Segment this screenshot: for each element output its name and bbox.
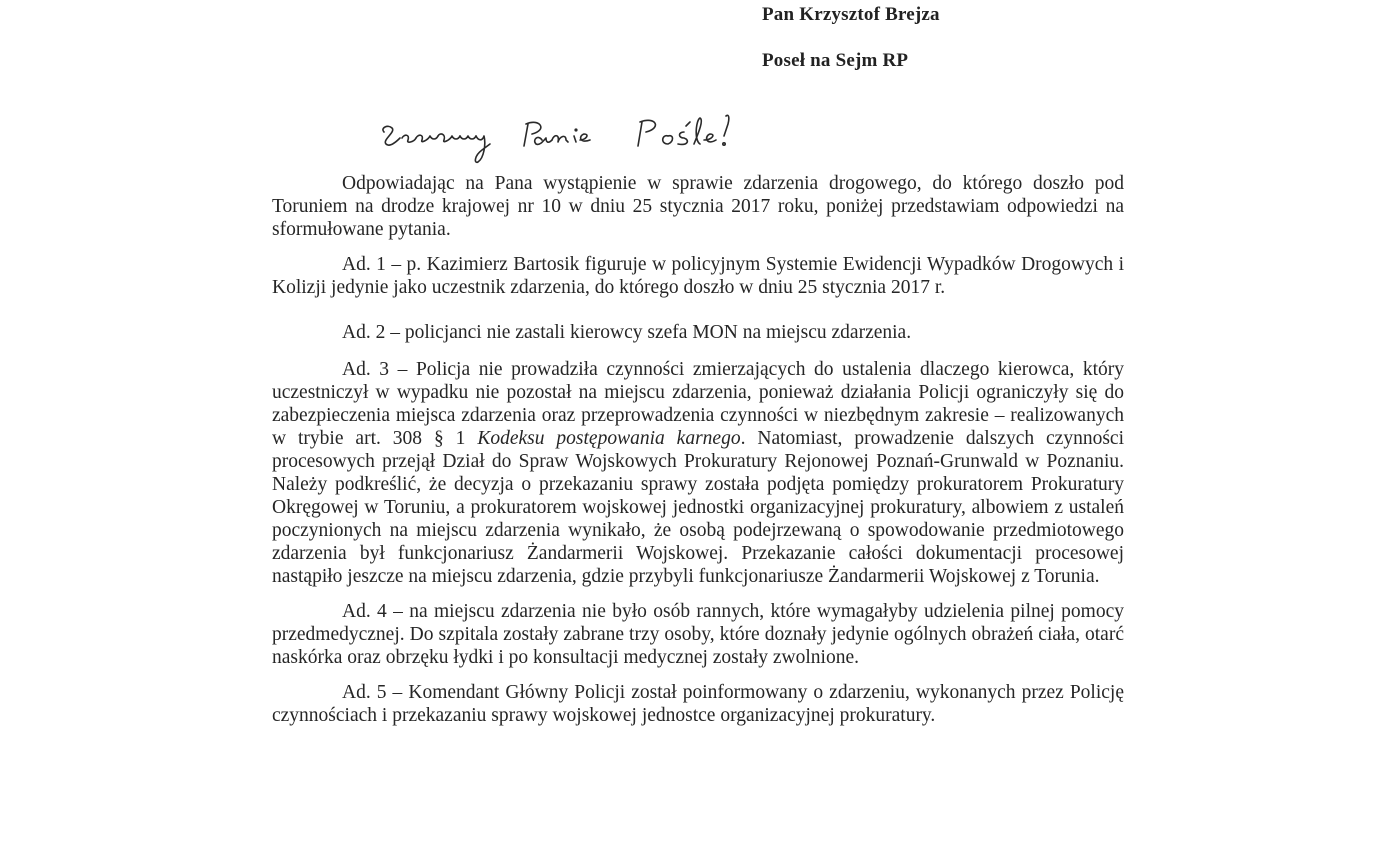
paragraph-ad-3-start: Ad. 3 – Policja nie prowadziła czynności zmierzających do ustalenia dlaczego kierowca, który uczestniczył w wypadku nie pozostał na miejscu zdarzenia, ponieważ działania Policji ograniczyły się do zabezpieczenia miejsca zdarzenia oraz przeprowadzenia czynności w niezbędnym zakresie – realizowanych w trybie art. 308 § 1: [272, 359, 1124, 449]
paragraph-ad-1: Ad. 1 – p. Kazimierz Bartosik figuruje w policyjnym Systemie Ewidencji Wypadków Drogowych i Kolizji jedynie jako uczestnik zdarzenia, do którego doszło w dniu 25 stycznia 2017 r.: [272, 254, 1124, 298]
recipient-title: Poseł na Sejm RP: [762, 50, 909, 71]
handwritten-salutation: [378, 110, 778, 170]
letter-body: [272, 172, 1124, 739]
paragraph-ad-3-end: . Natomiast, prowadzenie dalszych czynności procesowych przejął Dział do Spraw Wojskowych Prokuratury Rejonowej Poznań-Grunwald w Poznaniu. Należy podkreślić, że decyzja o przekazaniu sprawy została podjęta pomiędzy prokuratorem Prokuratury Okręgowej w Toruniu, a prokuratorem wojskowej jednostki organizacyjnej prokuratury, albowiem z ustaleń poczynionych na miejscu zdarzenia wynikało, że osobą podejrzewaną o spowodowanie przedmiotowego zdarzenia był funkcjonariusz Żandarmerii Wojskowej. Przekazanie całości dokumentacji procesowej nastąpiło jeszcze na miejscu zdarzenia, gdzie przybyli funkcjonariusze Żandarmerii Wojskowej z Torunia.: [272, 428, 1124, 587]
paragraph-ad-4: Ad. 4 – na miejscu zdarzenia nie było osób rannych, które wymagałyby udzielenia pilnej pomocy przedmedycznej. Do szpitala zostały zabrane trzy osoby, które doznały jedynie ogólnych obrażeń ciała, otarć naskórka oraz obrzęku łydki i po konsultacji medycznej zostały zwolnione.: [272, 601, 1124, 668]
recipient-name: Pan Krzysztof Brejza: [762, 4, 940, 25]
paragraph-ad-3-italic: Kodeksu postępowania karnego: [477, 428, 741, 449]
paragraph-ad-2: Ad. 2 – policjanci nie zastali kierowcy szefa MON na miejscu zdarzenia.: [342, 322, 912, 343]
paragraph-ad-3: [272, 358, 1124, 588]
paragraph-intro: Odpowiadając na Pana wystąpienie w sprawie zdarzenia drogowego, do którego doszło pod Toruniem na drodze krajowej nr 10 w dniu 25 stycznia 2017 roku, poniżej przedstawiam odpowiedzi na sformułowane pytania.: [272, 173, 1124, 240]
paragraph-ad-5: Ad. 5 – Komendant Główny Policji został poinformowany o zdarzeniu, wykonanych przez Policję czynnościach i przekazaniu sprawy wojskowej jednostce organizacyjnej prokuratury.: [272, 682, 1124, 726]
